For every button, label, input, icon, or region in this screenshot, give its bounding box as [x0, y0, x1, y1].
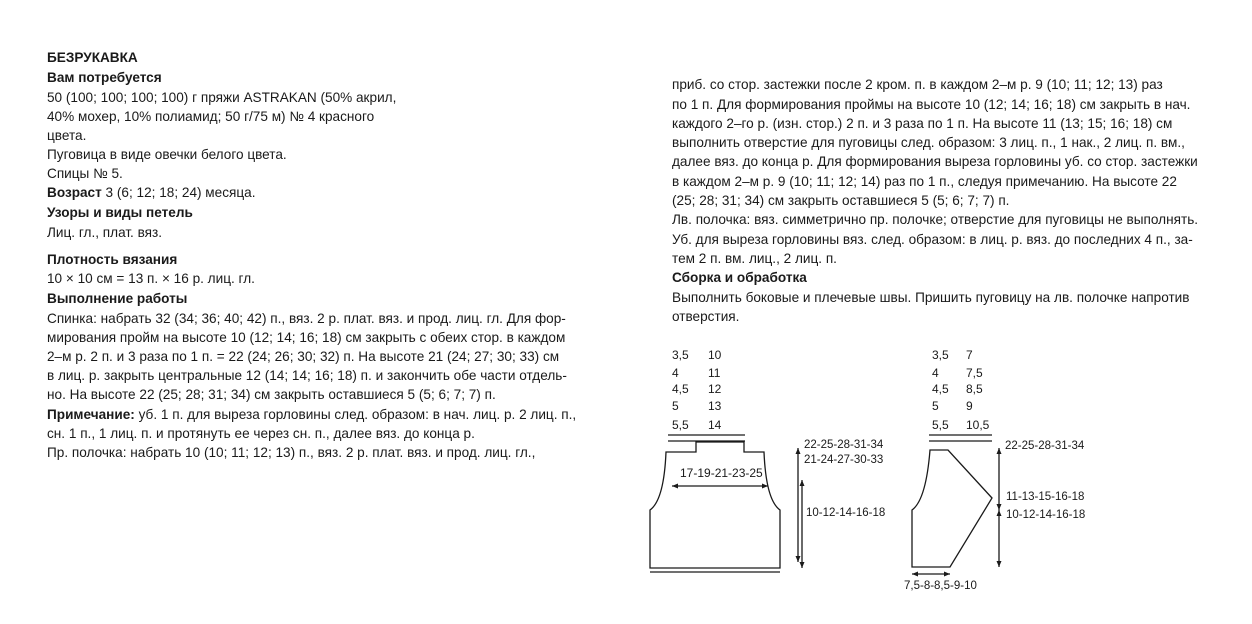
right-line: Лв. полочка: вяз. симметрично пр. полочке; отверстие для пуговицы не выполнять.	[672, 212, 1199, 227]
age-label: Возраст	[47, 185, 102, 200]
needs-line: 50 (100; 100; 100; 100) г пряжи ASTRAKAN (50% акрил,	[47, 90, 397, 105]
needs-line: Спицы № 5.	[47, 166, 123, 181]
right-line: в каждом 2–м р. 9 (10; 11; 12; 14) раз по 1 п., следуя примечанию. На высоте 22	[672, 174, 1177, 189]
needs-line: 40% мохер, 10% полиамид; 50 г/75 м) № 4 красного	[47, 109, 375, 124]
right-line: далее вяз. до конца р. Для формирования выреза горловины уб. со стор. застежки	[672, 154, 1198, 169]
patterns-heading: Узоры и виды петель	[47, 205, 193, 220]
density-heading: Плотность вязания	[47, 252, 178, 267]
front-neck-label: 11-13-15-16-18	[1006, 491, 1085, 503]
front-pattern-diagram	[900, 330, 1110, 620]
right-line: приб. со стор. застежки после 2 кром. п. в каждом 2–м р. 9 (10; 11; 12; 13) раз	[672, 77, 1163, 92]
front-size-b: 9	[966, 399, 973, 413]
front-size-b: 10,5	[966, 418, 990, 432]
back-outline	[650, 442, 780, 568]
needs-heading: Вам потребуется	[47, 70, 162, 85]
back-size-b: 12	[708, 382, 722, 396]
left-text-column	[0, 0, 620, 624]
back-size-a: 4,5	[672, 382, 689, 396]
right-line: выполнить отверстие для пуговицы след. образом: 3 лиц. п., 1 нак., 2 лиц. п. вм.,	[672, 135, 1185, 150]
front-bottom-label: 7,5-8-8,5-9-10	[904, 580, 977, 592]
needs-line: Пуговица в виде овечки белого цвета.	[47, 147, 287, 162]
back-size-b: 13	[708, 399, 722, 413]
front-size-a: 3,5	[932, 348, 949, 362]
age-line	[47, 183, 256, 203]
note-value: уб. 1 п. для выреза горловины след. образом: в нач. лиц. р. 2 лиц. п.,	[134, 407, 577, 422]
front-size-a: 4,5	[932, 382, 949, 396]
back-size-a: 5,5	[672, 418, 689, 432]
work-line: в лиц. р. закрыть центральные 12 (14; 14; 16; 18) п. и закончить обе части отдель-	[47, 368, 567, 383]
front-line: Пр. полочка: набрать 10 (10; 11; 12; 13) п., вяз. 2 р. плат. вяз. и прод. лиц. гл.,	[47, 445, 536, 460]
back-size-b: 14	[708, 418, 722, 432]
front-top-label: 22-25-28-31-34	[1005, 440, 1085, 452]
patterns-text: Лиц. гл., плат. вяз.	[47, 225, 163, 240]
right-line: по 1 п. Для формирования проймы на высоте 10 (12; 14; 16; 18) см закрыть в нач.	[672, 97, 1191, 112]
back-side-label: 10-12-14-16-18	[806, 507, 886, 519]
note-label: Примечание:	[47, 407, 135, 422]
right-line: тем 2 п. вм. лиц., 2 лиц. п.	[672, 251, 837, 266]
back-size-b: 11	[708, 366, 721, 380]
back-size-a: 5	[672, 399, 679, 413]
work-line: 2–м р. 2 п. и 3 раза по 1 п. = 22 (24; 26; 30; 32) п. На высоте 21 (24; 27; 30; 33) см	[47, 349, 560, 364]
back-armhole-label: 21-24-27-30-33	[804, 454, 884, 466]
density-text: 10 × 10 см = 13 п. × 16 р. лиц. гл.	[47, 271, 255, 286]
right-line: Уб. для выреза горловины вяз. след. образом: в лиц. р. вяз. до последних 4 п., за-	[672, 232, 1193, 247]
back-pattern-diagram	[620, 330, 910, 620]
back-top-label: 22-25-28-31-34	[804, 439, 884, 451]
front-size-b: 7	[966, 348, 973, 362]
right-line: каждого 2–го р. (изн. стор.) 2 п. и 3 раза по 1 п. На высоте 11 (13; 15; 16; 18) см	[672, 116, 1173, 131]
document-title: БЕЗРУКАВКА	[47, 50, 138, 65]
front-size-b: 8,5	[966, 382, 983, 396]
back-size-b: 10	[708, 348, 722, 362]
front-outline	[912, 450, 992, 567]
front-size-b: 7,5	[966, 366, 983, 380]
work-line: Спинка: набрать 32 (34; 36; 40; 42) п., вяз. 2 р. плат. вяз. и прод. лиц. гл. Для фор-	[47, 311, 566, 326]
work-line: но. На высоте 22 (25; 28; 31; 34) см закрыть оставшиеся 5 (5; 6; 7; 7) п.	[47, 387, 496, 402]
note-line-2: сн. 1 п., 1 лиц. п. и протянуть ее через сн. п., далее вяз. до конца р.	[47, 426, 475, 441]
assembly-heading: Сборка и обработка	[672, 270, 807, 285]
work-heading: Выполнение работы	[47, 291, 188, 306]
right-line: (25; 28; 31; 34) см закрыть оставшиеся 5 (5; 6; 7; 7) п.	[672, 193, 1010, 208]
age-value: 3 (6; 12; 18; 24) месяца.	[101, 185, 256, 200]
note-line	[47, 405, 576, 425]
needs-line: цвета.	[47, 128, 87, 143]
back-size-a: 4	[672, 366, 679, 380]
front-side-label: 10-12-14-16-18	[1006, 509, 1086, 521]
back-width-label: 17-19-21-23-25	[680, 466, 763, 480]
front-size-a: 5,5	[932, 418, 949, 432]
assembly-line: Выполнить боковые и плечевые швы. Пришить пуговицу на лв. полочке напротив	[672, 290, 1190, 305]
front-size-a: 5	[932, 399, 939, 413]
assembly-line: отверстия.	[672, 309, 740, 324]
work-line: мирования пройм на высоте 10 (12; 14; 16; 18) см закрыть с обеих стор. в каждом	[47, 330, 566, 345]
back-size-a: 3,5	[672, 348, 689, 362]
front-size-a: 4	[932, 366, 939, 380]
